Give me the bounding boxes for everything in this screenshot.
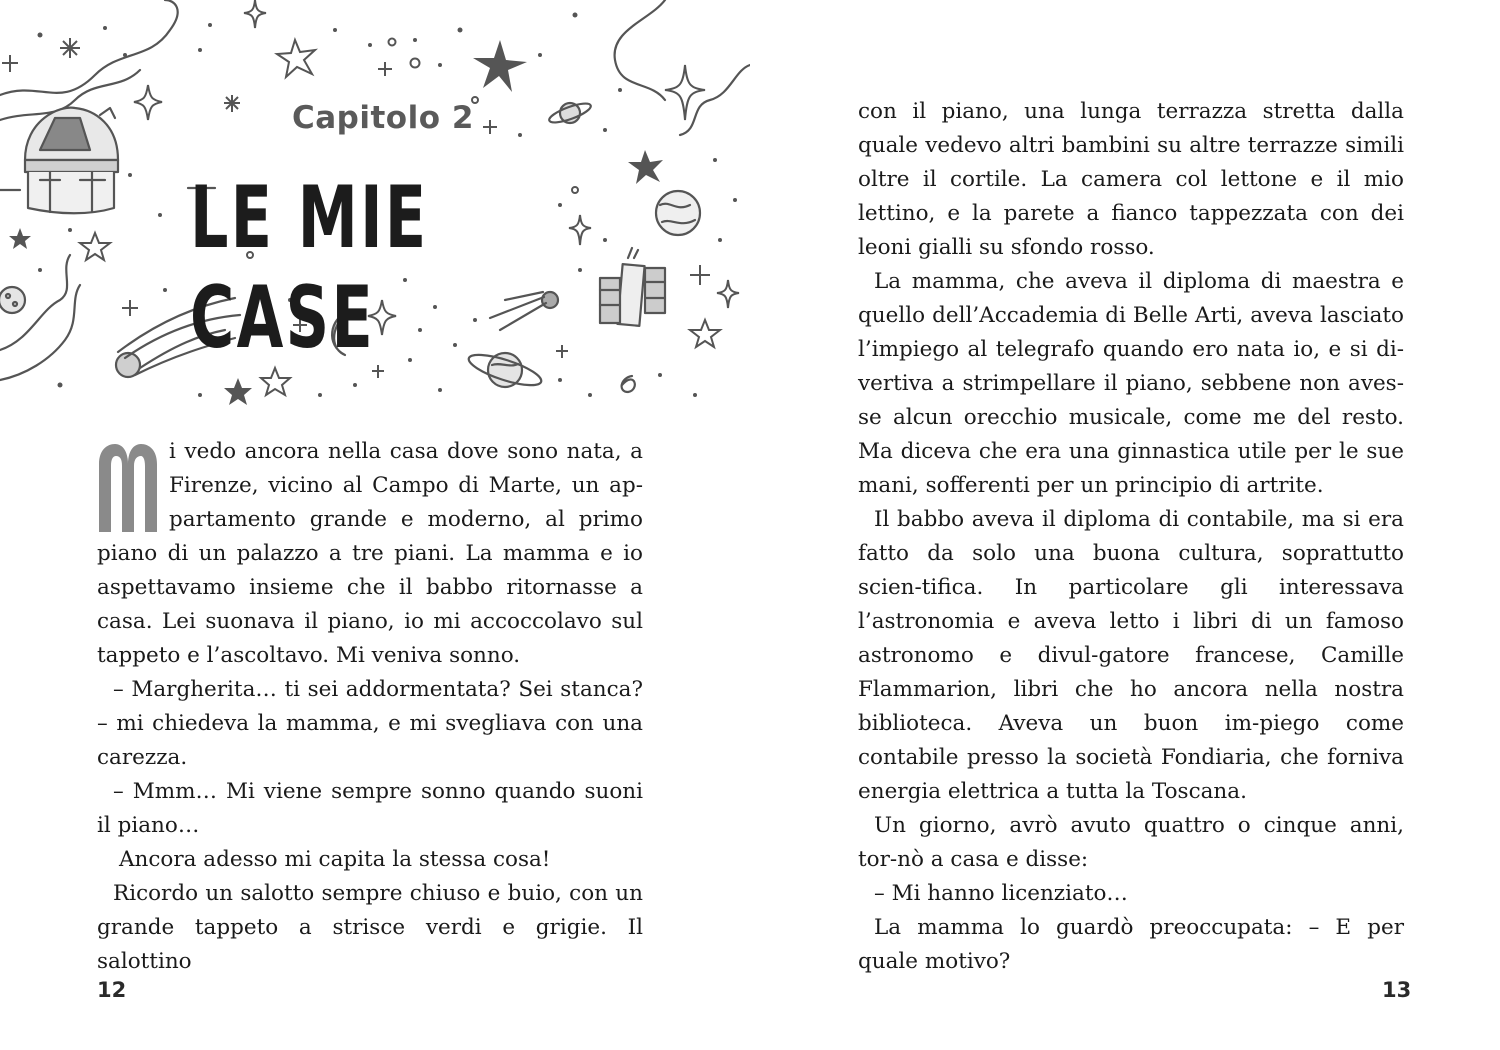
saturn-icon bbox=[547, 100, 592, 126]
drop-cap bbox=[97, 442, 159, 534]
chapter-title: LE MIE CASE bbox=[190, 168, 429, 368]
chapter-label: Capitolo 2 bbox=[292, 100, 474, 136]
paragraph: Un giorno, avrò avuto quattro o cinque anni, tor-nò a casa e disse: bbox=[858, 813, 1404, 872]
page-number-left: 12 bbox=[97, 978, 127, 1002]
paragraph: Il babbo aveva il diploma di contabile, ma si era fatto da solo una buona cultura, soprattutto scien-tifica. In particolare gli interessava l’astronomia e aveva letto i libri di un famoso astronomo e divul-gatore francese, Camille Flammarion, libri che ho ancora nella nostra biblioteca. Aveva un buon im-piego come contabile presso la società Fondiaria, che forniva energia elettrica a tutta la Toscana. bbox=[858, 507, 1404, 804]
paragraph: – Margherita… ti sei addormentata? Sei stanca? – mi chiedeva la mamma, e mi svegliava con una carezza. bbox=[97, 677, 643, 770]
observatory-icon bbox=[25, 108, 118, 214]
spiral-doodle bbox=[622, 376, 635, 392]
planet-icon bbox=[0, 287, 25, 313]
continuation-paragraph: con il piano, una lunga terrazza stretta dalla quale vedevo altri bambini su altre terrazze simili oltre il cortile. La camera col lettone e il mio lettino, e la parete a fianco tappezzata con dei leoni gialli su sfondo rosso. bbox=[858, 99, 1404, 260]
right-page-text bbox=[858, 95, 1404, 979]
left-page-text bbox=[97, 435, 643, 979]
wavy-line bbox=[0, 0, 178, 95]
right-page bbox=[750, 0, 1500, 1050]
paragraph: – Mmm… Mi viene sempre sonno quando suoni il piano… bbox=[97, 779, 643, 838]
paragraph: – Mi hanno licenziato… bbox=[874, 881, 1128, 906]
paragraph: La mamma lo guardò preoccupata: – E per quale motivo? bbox=[858, 915, 1404, 974]
planet-icon bbox=[656, 191, 700, 235]
wavy-line bbox=[615, 0, 665, 100]
wavy-line bbox=[680, 65, 750, 135]
paragraph: Ricordo un salotto sempre chiuso e buio, con un grande tappeto a strisce verdi e grigie. Il salottino bbox=[97, 881, 643, 974]
first-paragraph bbox=[97, 435, 643, 673]
page-number-right: 13 bbox=[1382, 978, 1412, 1002]
first-paragraph-text: i vedo ancora nella casa dove sono nata, a Firenze, vicino al Campo di Marte, un ap-partamento grande e moderno, al primo piano di un palazzo a tre piani. La mamma e io aspettavamo insieme che il babbo ritornasse a casa. Lei suonava il piano, io mi accoccolavo sul tappeto e l’ascoltavo. Mi veniva sonno. bbox=[97, 439, 643, 668]
paragraph: La mamma, che aveva il diploma di maestra e quello dell’Accademia di Belle Arti, aveva lasciato l’impiego al telegrafo quando ero nata io, e si di-vertiva a strimpellare il piano, sebbene non aves-se alcun orecchio musicale, come me del resto. Ma diceva che era una ginnastica utile per le sue mani, sofferenti per un principio di artrite. bbox=[858, 269, 1404, 498]
paragraph: Ancora adesso mi capita la stessa cosa! bbox=[119, 847, 551, 872]
